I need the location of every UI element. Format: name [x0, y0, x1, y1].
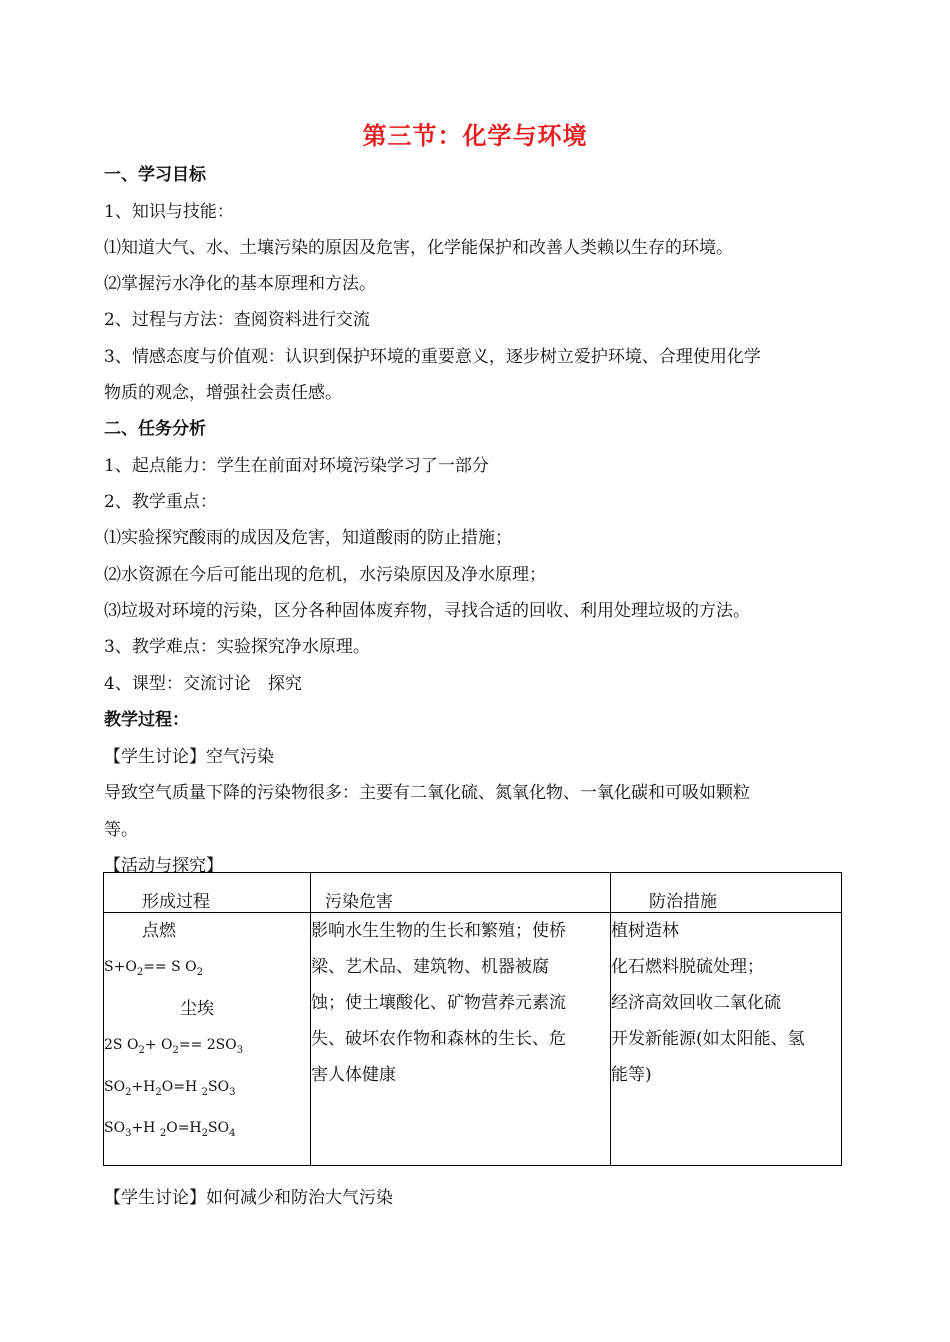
activity-table — [103, 872, 842, 1166]
measure-line: 植树造林 — [611, 921, 679, 941]
text-line: 1、起点能力：学生在前面对环境污染学习了一部分 — [104, 456, 489, 476]
text-line: 1、知识与技能： — [104, 202, 234, 222]
text-line: ⑶垃圾对环境的污染，区分各种固体废弃物，寻找合适的回收、利用处理垃圾的方法。 — [104, 601, 750, 621]
header-measures: 防治措施 — [649, 892, 717, 912]
table-row — [104, 913, 842, 1166]
chemical-equation: 2S $O_2+ O_2== 2SO_3$ — [104, 1036, 244, 1056]
text-line: 【学生讨论】如何减少和防治大气污染 — [104, 1188, 393, 1208]
text-line: 4、课型：交流讨论 探究 — [104, 674, 302, 694]
measure-line: 能等) — [611, 1065, 652, 1085]
chemical-equation: $S+O_2== S$ $O_2$ — [104, 959, 203, 978]
harm-line: 影响水生生物的生长和繁殖；使桥 — [311, 921, 566, 941]
text-line: 【活动与探究】 — [104, 856, 223, 876]
measure-line: 化石燃料脱硫处理； — [611, 957, 764, 977]
text-line: ⑵水资源在今后可能出现的危机，水污染原因及净水原理； — [104, 565, 546, 585]
harm-line: 蚀；使土壤酸化、矿物营养元素流 — [311, 993, 566, 1013]
formation-cell — [104, 913, 311, 1166]
text-line: 2、过程与方法：查阅资料进行交流 — [104, 310, 370, 330]
harm-line: 害人体健康 — [311, 1065, 396, 1085]
text-line: 导致空气质量下降的污染物很多：主要有二氧化硫、氮氧化物、一氧化碳和可吸如颗粒 — [104, 783, 750, 803]
header-formation: 形成过程 — [142, 892, 210, 912]
text-line: 物质的观念，增强社会责任感。 — [104, 383, 342, 403]
reaction-condition: 尘埃 — [180, 998, 214, 1019]
table-header-cell — [311, 873, 611, 913]
section-heading-process: 教学过程： — [104, 710, 189, 730]
harm-line: 梁、艺术品、建筑物、机器被腐 — [311, 957, 549, 977]
harm-line: 失、破坏农作物和森林的生长、危 — [311, 1029, 566, 1049]
text-line: 3、情感态度与价值观：认识到保护环境的重要意义，逐步树立爱护环境、合理使用化学 — [104, 347, 761, 367]
measure-line: 开发新能源(如太阳能、氢 — [611, 1029, 805, 1049]
table-header-row — [104, 873, 842, 913]
table-header-cell — [104, 873, 311, 913]
header-harm: 污染危害 — [325, 892, 393, 912]
page-title: 第三节：化学与环境 — [362, 122, 588, 150]
chemical-equation: $SO_3+H$ $_2O=H_2SO_4$ — [104, 1120, 236, 1140]
text-line: 2、教学重点： — [104, 492, 217, 512]
text-line: 【学生讨论】空气污染 — [104, 747, 274, 767]
harm-cell — [311, 913, 611, 1166]
table-header-cell — [611, 873, 842, 913]
reaction-condition: 点燃 — [142, 921, 176, 941]
section-heading-objectives: 一、学习目标 — [104, 165, 206, 185]
text-line: 3、教学难点：实验探究净水原理。 — [104, 637, 370, 657]
text-line: 等。 — [104, 820, 138, 840]
measures-cell — [611, 913, 842, 1166]
measure-line: 经济高效回收二氧化硫 — [611, 993, 781, 1013]
section-heading-task-analysis: 二、任务分析 — [104, 419, 206, 439]
text-line: ⑵掌握污水净化的基本原理和方法。 — [104, 274, 376, 294]
text-line: ⑴实验探究酸雨的成因及危害，知道酸雨的防止措施； — [104, 528, 512, 548]
text-line: ⑴知道大气、水、土壤污染的原因及危害，化学能保护和改善人类赖以生存的环境。 — [104, 238, 733, 258]
chemical-equation: $SO_2+H_2O=H$ $_2SO_3$ — [104, 1078, 236, 1098]
